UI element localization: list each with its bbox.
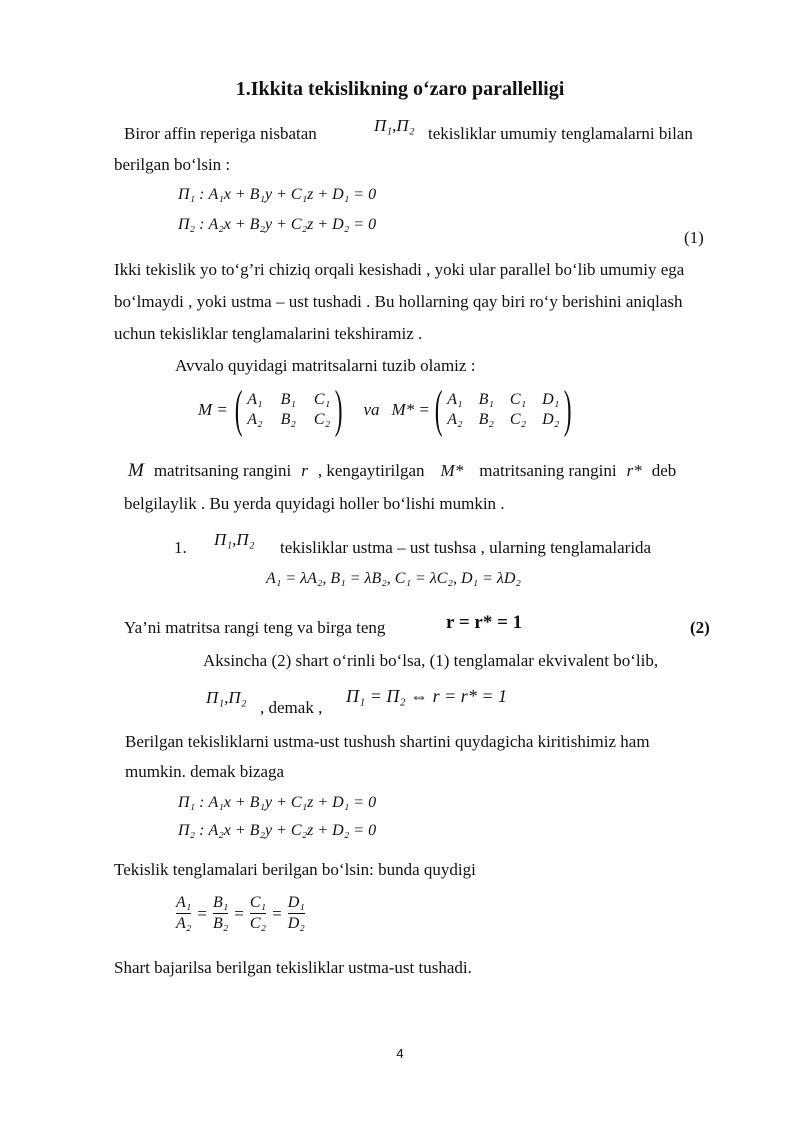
equals-sign: = <box>272 903 282 923</box>
matrix-cell: C₂ <box>313 411 331 428</box>
left-paren-icon: ( <box>234 381 243 438</box>
intro-text-line2: berilgan bo‘lsin : <box>114 155 231 174</box>
symbol-m: M <box>128 460 144 481</box>
p7-planes: Π₁,Π₂ <box>206 688 247 707</box>
paragraph-8-line2: mumkin. demak bizaga <box>125 762 285 781</box>
matrix-cell: A₂ <box>247 411 263 428</box>
paragraph-8-line1: Berilgan tekisliklarni ustma-ust tushush shartini quydagicha kiritishimiz ham <box>125 732 650 751</box>
paragraph-10: Shart bajarilsa berilgan tekisliklar ustma-ust tushadi. <box>114 958 472 977</box>
matrix-cell: A₁ <box>447 391 463 408</box>
paragraph-4-text-d: deb <box>651 461 677 480</box>
left-paren-icon: ( <box>434 381 443 438</box>
matrix-m <box>247 391 330 429</box>
paragraph-5-text: Ya’ni matritsa rangi teng va birga teng <box>124 618 386 637</box>
fraction-bar <box>213 913 228 914</box>
matrix-mstar-label: M* = <box>391 400 430 419</box>
equation-number-2: (2) <box>690 618 710 637</box>
paragraph-3: Avvalo quyidagi matritsalarni tuzib olamiz : <box>175 356 476 375</box>
equation-plane-1-second: Π₁ : A₁x + B₁y + C₁z + D₁ = 0 <box>178 794 377 811</box>
ratio-equation <box>176 894 305 933</box>
fraction-numerator: D₁ <box>287 894 305 911</box>
equals-sign: = <box>234 903 244 923</box>
intro-text-end: tekisliklar umumiy tenglamalarni bilan <box>428 124 693 143</box>
matrix-cell: B₁ <box>478 391 494 408</box>
fraction <box>213 894 228 933</box>
symbol-r: r <box>301 461 308 480</box>
fraction <box>176 894 191 933</box>
fraction-numerator: A₁ <box>176 894 192 911</box>
page-title: 1.Ikkita tekislikning o‘zaro parallelligi <box>235 78 565 100</box>
item-1-planes: Π₁,Π₂ <box>214 530 255 549</box>
matrix-cell: D₂ <box>542 411 560 428</box>
equation-plane-2: Π₂ : A₂x + B₂y + C₂z + D₂ = 0 <box>178 216 377 233</box>
fraction-numerator: C₁ <box>249 894 267 911</box>
right-paren-icon: ) <box>564 381 572 438</box>
fraction-denominator: A₂ <box>176 915 192 932</box>
matrix-cell: C₂ <box>509 411 527 428</box>
paragraph-4-text-b: , kengaytirilgan <box>317 461 425 480</box>
page-number: 4 <box>396 1046 404 1061</box>
planes-symbol: Π₁,Π₂ <box>374 116 415 135</box>
fraction-bar <box>250 913 266 914</box>
matrix-cell: D₁ <box>542 391 560 408</box>
equals-sign: = <box>197 903 207 923</box>
rank-equation: r = r* = 1 <box>446 612 523 633</box>
paragraph-2-line3: uchun tekisliklar tenglamalarini tekshiramiz . <box>114 324 423 343</box>
paragraph-6: Aksincha (2) shart o‘rinli bo‘lsa, (1) tenglamalar ekvivalent bo‘lib, <box>203 651 659 670</box>
matrix-m-label: M = <box>198 400 228 419</box>
fraction-bar <box>288 913 305 914</box>
va-word: va <box>363 400 380 419</box>
fraction-numerator: B₁ <box>212 894 229 911</box>
fraction-denominator: B₂ <box>212 915 229 932</box>
matrix-cell: B₁ <box>280 391 296 408</box>
matrix-cell: A₁ <box>247 391 263 408</box>
equation-plane-2-second: Π₂ : A₂x + B₂y + C₂z + D₂ = 0 <box>178 822 377 839</box>
right-paren-icon: ) <box>334 381 343 438</box>
paragraph-4-line1 <box>128 460 676 482</box>
matrix-mstar <box>447 391 559 429</box>
p7-demak: , demak , <box>260 698 323 717</box>
symbol-rstar: r* <box>626 461 642 480</box>
intro-text-start: Biror affin reperiga nisbatan <box>124 124 317 143</box>
item-1-number: 1. <box>174 538 187 557</box>
fraction <box>288 894 305 933</box>
item-1-equation: A₁ = λA₂, B₁ = λB₂, C₁ = λC₂, D₁ = λD₂ <box>266 570 521 587</box>
paragraph-9: Tekislik tenglamalari berilgan bo‘lsin: bunda quydigi <box>114 860 476 879</box>
fraction <box>250 894 266 933</box>
matrix-cell: C₁ <box>313 391 331 408</box>
symbol-mstar: M* <box>440 461 464 480</box>
p7-equation: Π₁ = Π₂ ⇔ r = r* = 1 <box>346 686 507 706</box>
paragraph-4-text-a: matritsaning rangini <box>153 461 292 480</box>
fraction-denominator: C₂ <box>249 915 267 932</box>
paragraph-4-text-c: matritsaning rangini <box>479 461 617 480</box>
paragraph-4-line2: belgilaylik . Bu yerda quyidagi holler bo‘lishi mumkin . <box>124 494 505 513</box>
item-1-text: tekisliklar ustma – ust tushsa , ularning tenglamalarida <box>280 538 652 557</box>
matrix-cell: B₂ <box>478 411 494 428</box>
matrix-cell: A₂ <box>447 411 463 428</box>
fraction-bar <box>176 913 191 914</box>
fraction-denominator: D₂ <box>287 915 305 932</box>
matrix-definitions <box>198 381 577 438</box>
equation-plane-1: Π₁ : A₁x + B₁y + C₁z + D₁ = 0 <box>178 186 377 203</box>
paragraph-2-line1: Ikki tekislik yo to‘g’ri chiziq orqali kesishadi , yoki ular parallel bo‘lib umumiy ega <box>114 260 685 279</box>
equation-number-1: (1) <box>684 228 704 247</box>
matrix-cell: B₂ <box>280 411 296 428</box>
paragraph-2-line2: bo‘lmaydi , yoki ustma – ust tushadi . Bu hollarning qay biri ro‘y berishini aniqlash <box>114 292 683 311</box>
matrix-cell: C₁ <box>509 391 527 408</box>
